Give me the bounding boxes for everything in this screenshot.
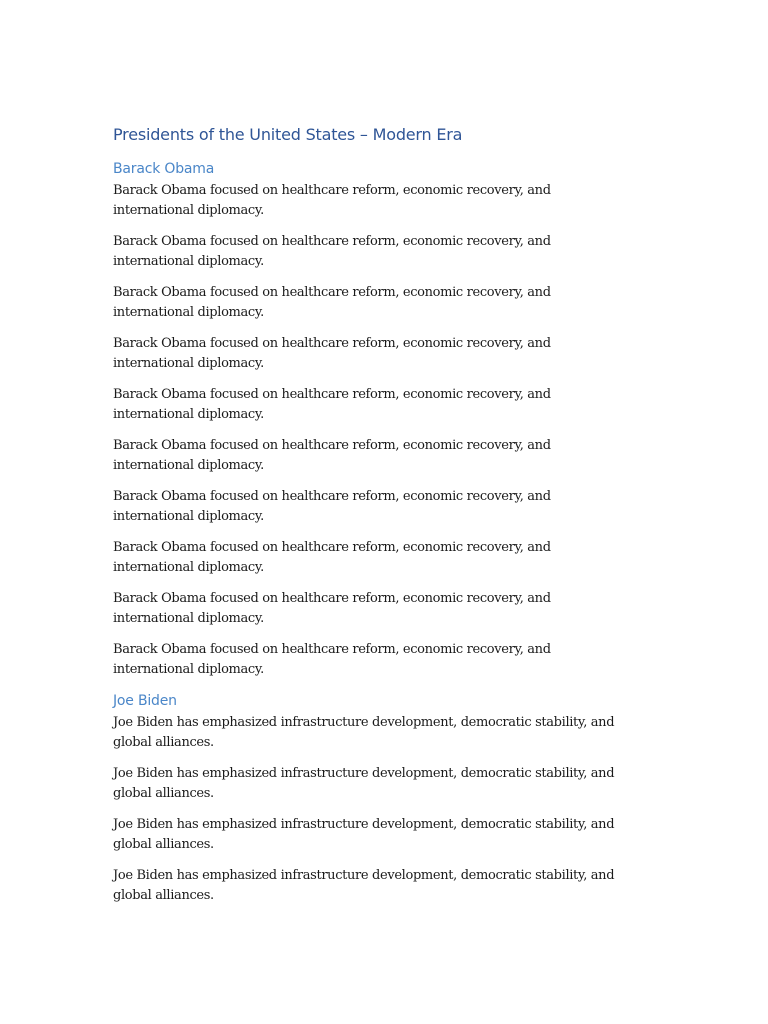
paragraph: Barack Obama focused on healthcare reform, economic recovery, and international diplomacy. <box>113 489 551 524</box>
paragraph: Barack Obama focused on healthcare reform, economic recovery, and international diplomacy. <box>113 591 551 626</box>
paragraph: Barack Obama focused on healthcare reform, economic recovery, and international diplomacy. <box>113 540 551 575</box>
section-barack-obama <box>113 159 673 679</box>
paragraph: Barack Obama focused on healthcare reform, economic recovery, and international diplomacy. <box>113 642 551 677</box>
paragraph: Barack Obama focused on healthcare reform, economic recovery, and international diplomacy. <box>113 438 551 473</box>
document-title: Presidents of the United States – Modern Era <box>113 125 463 144</box>
section-joe-biden <box>113 691 673 905</box>
section-heading: Barack Obama <box>113 161 215 177</box>
paragraph: Barack Obama focused on healthcare reform, economic recovery, and international diplomacy. <box>113 336 551 371</box>
paragraph: Barack Obama focused on healthcare reform, economic recovery, and international diplomacy. <box>113 183 551 218</box>
paragraph: Joe Biden has emphasized infrastructure development, democratic stability, and global alliances. <box>113 766 615 801</box>
paragraph: Joe Biden has emphasized infrastructure development, democratic stability, and global alliances. <box>113 715 615 750</box>
paragraph: Joe Biden has emphasized infrastructure development, democratic stability, and global alliances. <box>113 817 615 852</box>
paragraph: Barack Obama focused on healthcare reform, economic recovery, and international diplomacy. <box>113 285 551 320</box>
paragraph: Joe Biden has emphasized infrastructure development, democratic stability, and global alliances. <box>113 868 615 903</box>
document-page <box>113 124 673 917</box>
section-heading: Joe Biden <box>113 693 177 709</box>
paragraph: Barack Obama focused on healthcare reform, economic recovery, and international diplomacy. <box>113 387 551 422</box>
paragraph: Barack Obama focused on healthcare reform, economic recovery, and international diplomacy. <box>113 234 551 269</box>
